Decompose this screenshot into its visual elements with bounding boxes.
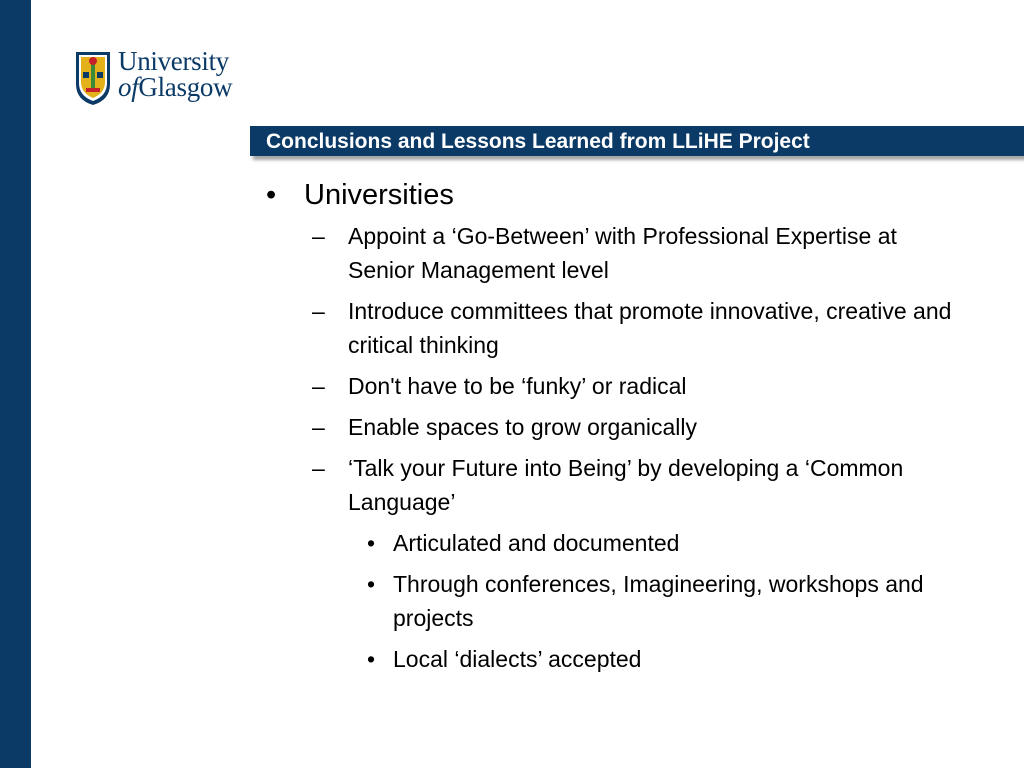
logo-wordmark (118, 48, 232, 100)
bullet-marker: • (367, 646, 376, 672)
dash-marker: – (312, 414, 325, 440)
slide-title: Conclusions and Lessons Learned from LLiHE Project (266, 130, 810, 153)
bullet-marker: • (367, 571, 376, 597)
list-item-text: Don't have to be ‘funky’ or radical (348, 373, 687, 399)
list-item-text: Universities (304, 179, 454, 211)
dash-marker: – (312, 223, 325, 249)
list-item-text: ‘Talk your Future into Being’ by developing a ‘Common Language’ (348, 455, 904, 515)
list-item-text: Through conferences, Imagineering, workshops and projects (393, 571, 924, 631)
list-item (262, 410, 962, 444)
list-item (262, 526, 962, 560)
list-item-text: Local ‘dialects’ accepted (393, 646, 642, 672)
logo-glasgow (118, 74, 232, 100)
list-item (262, 567, 962, 635)
list-item (262, 369, 962, 403)
dash-marker: – (312, 373, 325, 399)
left-accent-bar (0, 0, 31, 768)
list-item (262, 451, 962, 519)
logo-university: University (118, 46, 229, 76)
list-item-text: Enable spaces to grow organically (348, 414, 698, 440)
list-item (262, 177, 962, 213)
dash-marker: – (312, 455, 325, 481)
university-logo (74, 46, 254, 108)
list-item-text: Appoint a ‘Go-Between’ with Professional Expertise at Senior Management level (348, 223, 897, 283)
list-item-text: Articulated and documented (393, 530, 680, 556)
list-item (262, 294, 962, 362)
dash-marker: – (312, 298, 325, 324)
list-item (262, 642, 962, 676)
bullet-marker: • (266, 179, 277, 211)
bullet-list (262, 177, 962, 683)
list-item-text: Introduce committees that promote innovative, creative and critical thinking (348, 298, 952, 358)
list-item (262, 219, 962, 287)
bullet-marker: • (367, 530, 376, 556)
logo-of: of (118, 72, 139, 102)
title-bar (250, 126, 1024, 156)
logo-glasgow-text: Glasgow (138, 72, 233, 102)
crest-icon (74, 50, 112, 106)
